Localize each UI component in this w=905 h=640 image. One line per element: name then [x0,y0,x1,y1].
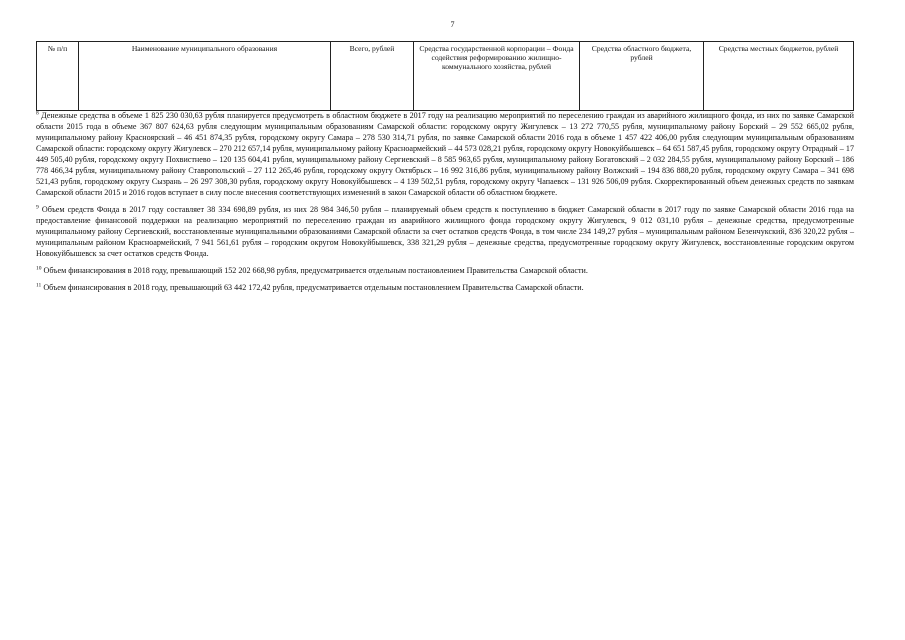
footnote-text: Объем средств Фонда в 2017 году составляет 38 334 698,89 рубля, из них 28 984 346,50 рубля – планируемый объем средств к поступлению в бюджет Самарской области в 2017 году по заявке Самарской области 2016 года на предоставление финансовой поддержки на реализацию мероприятий по переселению граждан из аварийного жилищного фонда городскому округу Жигулевск, 9 012 031,10 рубля – денежные средства, предусмотренные муниципальному району Сергиевский, восстановленные муниципальными образованиями Самарской области за счет остатков средств Фонда, в том числе 234 149,27 рубля – муниципальным районом Безенчукский, 836 320,22 рубля – муниципальным районом Красноармейский, 7 941 561,61 рубля – городским округом Новокуйбышевск, 338 321,29 рубля – денежные средства, предусмотренные городскому округу Жигулевск, восстановленные городским округом Новокуйбышевск за счет остатков средств Фонда. [36,205,854,258]
col-number-header: № п/п [37,42,79,111]
footnote-text: Объем финансирования в 2018 году, превышающий 152 202 668,98 рубля, предусматривается отдельным постановлением Правительства Самарской области. [43,266,588,275]
page-number: 7 [450,20,455,29]
table-header [36,41,854,111]
col-fund-header: Средства государственной корпорации – Фонда содействия реформированию жилищно-коммунального хозяйства, рублей [414,42,580,111]
col-municipality-header: Наименование муниципального образования [79,42,331,111]
footnote-marker: 9 [36,204,39,211]
footnote-marker: 11 [36,282,42,289]
footnotes [36,110,854,299]
footnote-text: Денежные средства в объеме 1 825 230 030,63 рубля планируется предусмотреть в областном бюджете в 2017 году на реализацию мероприятий по переселению граждан из аварийного жилищного фонда, из них по заявке Самарской области 2015 года в объеме 367 807 624,63 рубля следующим муниципальным образованиям Самарской области: городскому округу Жигулевск – 13 272 770,55 рубля, муниципальному району Борский – 29 552 665,02 рубля, муниципальному району Красноярский – 46 451 874,35 рубля, городскому округу Самара – 278 530 314,71 рубля, по заявке Самарской области 2016 года в объеме 1 457 422 406,00 рубля следующим муниципальным образованиям Самарской области: городскому округу Жигулевск – 270 212 657,14 рубля, муниципальному району Красноармейский – 44 573 028,21 рубля, городскому округу Новокуйбышевск – 64 651 587,45 рубля, городскому округу Отрадный – 17 449 505,40 рубля, городскому округу Похвистнево – 120 135 604,41 рубля, муниципальному району Сергиевский – 8 585 963,65 рубля, муниципальному району Богатовский – 2 032 284,55 рубля, муниципальному району Борский – 186 778 466,34 рубля, муниципальному району Ставропольский – 27 112 265,46 рубля, городскому округу Октябрьск – 16 992 316,86 рубля, муниципальному району Волжский – 194 836 888,20 рубля, городскому округу Самара – 341 698 521,43 рубля, городскому округу Сызрань – 26 297 308,30 рубля, городскому округу Новокуйбышевск – 4 139 502,51 рубля, городскому округу Чапаевск – 131 926 506,09 рубля. Скорректированный объем денежных средств по заявкам Самарской области 2015 и 2016 годов вступает в силу после внесения соответствующих изменений в закон Самарской области об областном бюджете. [36,111,854,197]
col-regional-budget-header: Средства областного бюджета, рублей [580,42,704,111]
header-row [37,42,854,111]
footnote-9 [36,204,854,259]
footnote-10 [36,265,854,276]
col-local-budget-header: Средства местных бюджетов, рублей [704,42,854,111]
footnote-11 [36,282,854,293]
footnote-marker: 8 [36,110,39,117]
footnote-marker: 10 [36,265,42,272]
footnote-text: Объем финансирования в 2018 году, превышающий 63 442 172,42 рубля, предусматривается отдельным постановлением Правительства Самарской области. [43,283,584,292]
col-total-header: Всего, рублей [331,42,414,111]
footnote-8 [36,110,854,198]
